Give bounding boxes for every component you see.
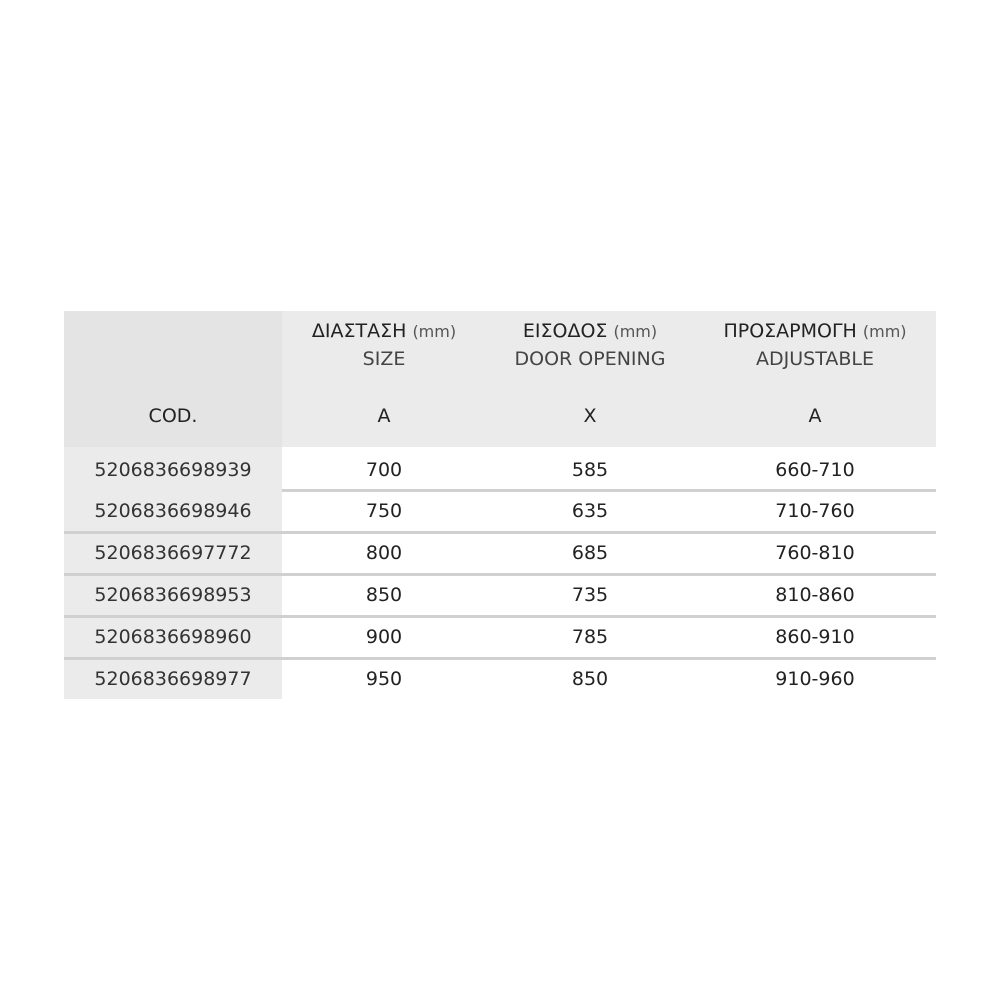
door-opening-cell: 585 bbox=[571, 459, 609, 481]
door-opening-cell: 635 bbox=[571, 500, 609, 522]
size-subtitle: SIZE bbox=[362, 348, 406, 370]
door-opening-cell: 685 bbox=[571, 542, 609, 564]
table-row bbox=[64, 531, 936, 573]
adjustable-cell: 860-910 bbox=[775, 626, 855, 648]
code-cell: 5206836698953 bbox=[64, 576, 282, 615]
code-cell: 5206836698977 bbox=[64, 660, 282, 699]
door-opening-cell: 785 bbox=[571, 626, 609, 648]
code-cell: 5206836697772 bbox=[64, 534, 282, 573]
table-row bbox=[64, 447, 936, 489]
table-header bbox=[64, 311, 936, 447]
adjustable-cell: 660-710 bbox=[775, 459, 855, 481]
size-title: ΔΙΑΣΤΑΣΗ bbox=[311, 320, 407, 342]
adjustable-cell: 710-760 bbox=[775, 500, 855, 522]
size-cell: 800 bbox=[365, 542, 403, 564]
header-door-opening bbox=[486, 311, 694, 447]
adjustable-unit: (mm) bbox=[862, 322, 907, 341]
size-unit: (mm) bbox=[412, 322, 457, 341]
adjustable-title: ΠΡΟΣΑΡΜΟΓΗ bbox=[723, 320, 857, 342]
size-letter: A bbox=[377, 405, 391, 427]
door-opening-letter: X bbox=[583, 405, 597, 427]
table-row bbox=[64, 489, 936, 531]
door-opening-title: ΕΙΣΟΔΟΣ bbox=[522, 320, 608, 342]
adjustable-cell: 810-860 bbox=[775, 584, 855, 606]
door-opening-unit: (mm) bbox=[613, 322, 658, 341]
door-opening-cell: 735 bbox=[571, 584, 609, 606]
code-cell: 5206836698946 bbox=[64, 492, 282, 531]
header-size bbox=[282, 311, 486, 447]
header-code bbox=[64, 311, 282, 447]
table-row bbox=[64, 615, 936, 657]
size-cell: 750 bbox=[365, 500, 403, 522]
door-opening-cell: 850 bbox=[571, 668, 609, 690]
door-opening-subtitle: DOOR OPENING bbox=[514, 348, 666, 370]
code-cell: 5206836698939 bbox=[64, 447, 282, 493]
spec-table bbox=[64, 311, 936, 699]
adjustable-letter: A bbox=[808, 405, 822, 427]
adjustable-cell: 760-810 bbox=[775, 542, 855, 564]
table-row bbox=[64, 657, 936, 699]
size-cell: 900 bbox=[365, 626, 403, 648]
adjustable-cell: 910-960 bbox=[775, 668, 855, 690]
size-cell: 950 bbox=[365, 668, 403, 690]
code-cell: 5206836698960 bbox=[64, 618, 282, 657]
size-cell: 700 bbox=[365, 459, 403, 481]
size-cell: 850 bbox=[365, 584, 403, 606]
header-adjustable bbox=[694, 311, 936, 447]
code-label: COD. bbox=[148, 405, 198, 427]
adjustable-subtitle: ADJUSTABLE bbox=[756, 348, 874, 370]
table-row bbox=[64, 573, 936, 615]
